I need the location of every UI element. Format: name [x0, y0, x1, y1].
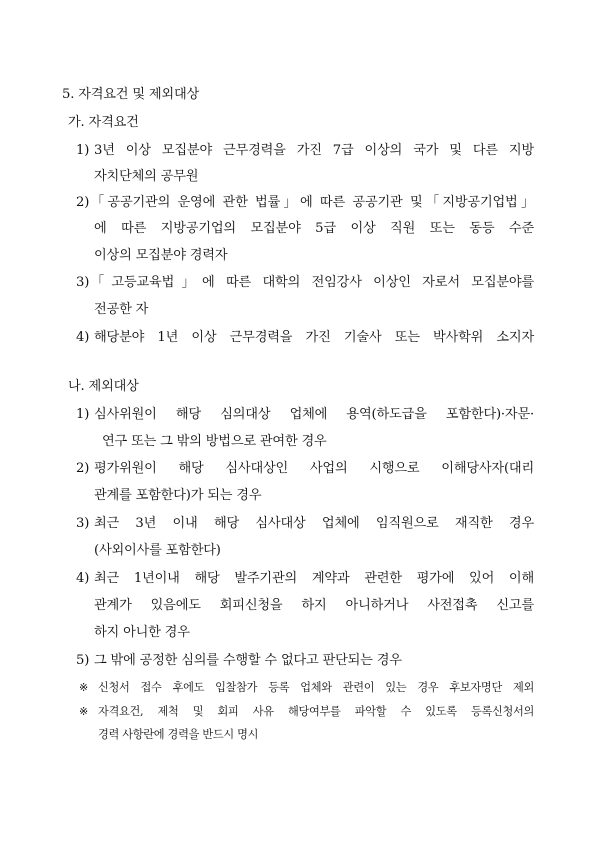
subsection-label: 가.	[68, 115, 85, 130]
item-number: 3)	[76, 275, 90, 290]
item-number: 1)	[76, 407, 90, 422]
note-line: 신청서 접수 후에도 입찰참가 등록 업체와 관련이 있는 경우 후보자명단 제외	[98, 681, 534, 694]
note-line: 자격요건, 제척 및 회피 사유 해당여부를 파악할 수 있도록 등록신청서의	[98, 705, 534, 718]
item-line: 에 따른 지방공기업의 모집분야 5급 이상 직원 또는 동등 수준	[94, 221, 534, 236]
item-line: 심사위원이 해당 심의대상 업체에 용역(하도급을 포함한다)·자문·	[94, 407, 534, 422]
item-line: 평가위원이 해당 심사대상인 사업의 시행으로 이해당사자(대리	[94, 461, 534, 476]
note-line: 경력 사항란에 경력을 반드시 명시	[98, 728, 259, 741]
note-mark: ※	[79, 681, 89, 694]
section-title: 자격요건 및 제외대상	[78, 87, 200, 102]
item-number: 2)	[76, 195, 90, 210]
item-line: 연구 또는 그 밖의 방법으로 관여한 경우	[102, 434, 327, 449]
item-line: 3년 이상 모집분야 근무경력을 가진 7급 이상의 국가 및 다른 지방	[94, 143, 534, 158]
item-number: 4)	[76, 330, 90, 345]
item-line: 관계가 있음에도 회피신청을 하지 아니하거나 사전접촉 신고를	[94, 598, 534, 613]
item-number: 4)	[76, 571, 90, 586]
section-heading	[62, 87, 199, 103]
item-line: 관계를 포함한다)가 되는 경우	[94, 488, 262, 503]
item-line: (사외이사를 포함한다)	[94, 543, 221, 558]
item-line: 전공한 자	[94, 302, 149, 317]
item-number: 1)	[76, 143, 90, 158]
item-line: 해당분야 1년 이상 근무경력을 가진 기술사 또는 박사학위 소지자	[94, 330, 534, 345]
subsection-heading-exclusions	[68, 379, 139, 395]
item-line: 「공공기관의 운영에 관한 법률」에 따른 공공기관 및「지방공기업법」	[91, 195, 534, 210]
subsection-label: 나.	[68, 379, 85, 394]
note-mark: ※	[79, 705, 89, 718]
subsection-heading-qualifications	[68, 115, 139, 131]
item-line: 이상의 모집분야 경력자	[94, 248, 228, 263]
item-line: 하지 아니한 경우	[94, 625, 190, 640]
item-line: 「고등교육법」에 따른 대학의 전임강사 이상인 자로서 모집분야를	[91, 275, 534, 290]
item-line: 최근 1년이내 해당 발주기관의 계약과 관련한 평가에 있어 이해	[94, 571, 534, 586]
item-line: 그 밖에 공정한 심의를 수행할 수 없다고 판단되는 경우	[94, 653, 402, 668]
item-line: 최근 3년 이내 해당 심사대상 업체에 임직원으로 재직한 경우	[94, 516, 534, 531]
item-line: 자치단체의 공무원	[94, 169, 199, 184]
section-number: 5.	[62, 87, 75, 102]
subsection-title: 제외대상	[88, 379, 139, 394]
item-number: 5)	[76, 653, 90, 668]
subsection-title: 자격요건	[88, 115, 139, 130]
item-number: 3)	[76, 516, 90, 531]
item-number: 2)	[76, 461, 90, 476]
